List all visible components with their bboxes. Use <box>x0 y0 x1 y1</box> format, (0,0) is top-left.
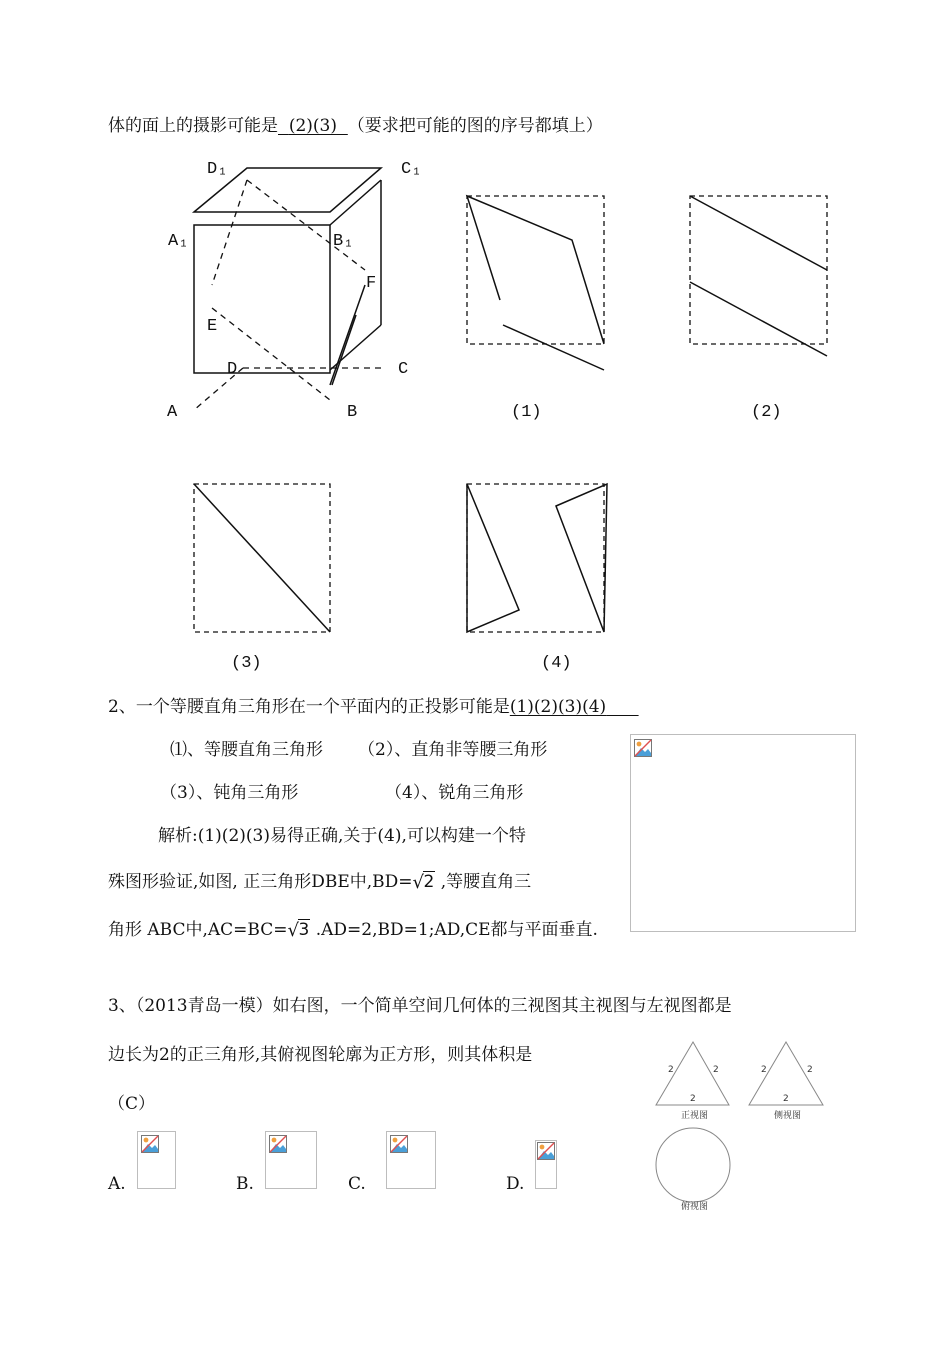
label-F: F <box>366 274 377 293</box>
q2-option-4: （4）、锐角三角形 <box>385 783 524 803</box>
label-B1: B₁ <box>333 232 354 251</box>
label-D1: D₁ <box>207 160 228 179</box>
q3-line2: 边长为2的正三角形,其俯视图轮廓为正方形，则其体积是 <box>108 1045 533 1065</box>
caption-fig4: (4) <box>541 654 572 673</box>
q2-answer: (1)(2)(3)(4) <box>509 697 607 717</box>
choice-C[interactable]: C. <box>348 1174 366 1194</box>
q1-suffix: （要求把可能的图的序号都填上） <box>347 116 603 136</box>
choice-B[interactable]: B. <box>236 1174 254 1194</box>
side-edge-right: 2 <box>807 1065 813 1075</box>
q2-analysis-line2: 殊图形验证,如图, 正三角形DBE中,BD= √ 2 ,等腰直角三 <box>108 872 532 893</box>
label-D: D <box>227 360 238 379</box>
side-edge-left: 2 <box>761 1065 767 1075</box>
side-view-label: 侧视图 <box>774 1111 802 1121</box>
label-A1: A₁ <box>168 232 189 251</box>
q1-prefix: 体的面上的摄影可能是 <box>108 116 278 136</box>
q2-stem: 2、一个等腰直角三角形在一个平面内的正投影可能是(1)(2)(3)(4) <box>108 696 639 718</box>
label-C1: C₁ <box>401 160 422 179</box>
caption-fig2: (2) <box>751 403 782 422</box>
q3-line1: 3、（2013青岛一模）如右图，一个简单空间几何体的三视图其主视图与左视图都是 <box>108 996 732 1016</box>
front-edge-left: 2 <box>668 1065 674 1075</box>
q1-answer: (2)(3) <box>288 116 337 136</box>
choice-D[interactable]: D. <box>506 1174 525 1194</box>
label-A: A <box>167 403 178 422</box>
choice-A[interactable]: A. <box>108 1174 126 1194</box>
side-edge-bottom: 2 <box>783 1094 789 1104</box>
q2-option-2: （2）、直角非等腰三角形 <box>358 740 548 760</box>
sqrt-2: √ 2 <box>412 872 435 893</box>
label-B: B <box>347 403 358 422</box>
front-edge-right: 2 <box>713 1065 719 1075</box>
caption-fig1: (1) <box>511 403 542 422</box>
caption-fig3: (3) <box>231 654 262 673</box>
front-view-label: 正视图 <box>681 1111 709 1121</box>
sqrt-3: √ 3 <box>287 920 310 941</box>
broken-image-icon <box>269 1135 287 1153</box>
label-C: C <box>398 360 409 379</box>
q2-option-3: （3）、钝角三角形 <box>160 783 299 803</box>
broken-image-icon <box>141 1135 159 1153</box>
label-E: E <box>207 317 218 336</box>
broken-image-icon <box>390 1135 408 1153</box>
front-edge-bottom: 2 <box>690 1094 696 1104</box>
q2-analysis-line3: 角形 ABC中,AC=BC= √ 3 .AD=2,BD=1;AD,CE都与平面垂直. <box>108 920 598 941</box>
q2-option-1: ⑴、等腰直角三角形 <box>170 740 323 760</box>
broken-image-icon <box>537 1142 555 1160</box>
q3-answer: （C） <box>108 1094 156 1114</box>
q2-analysis-line1: 解析:(1)(2)(3)易得正确,关于(4),可以构建一个特 <box>158 826 526 846</box>
top-view-label: 俯视图 <box>681 1202 709 1212</box>
